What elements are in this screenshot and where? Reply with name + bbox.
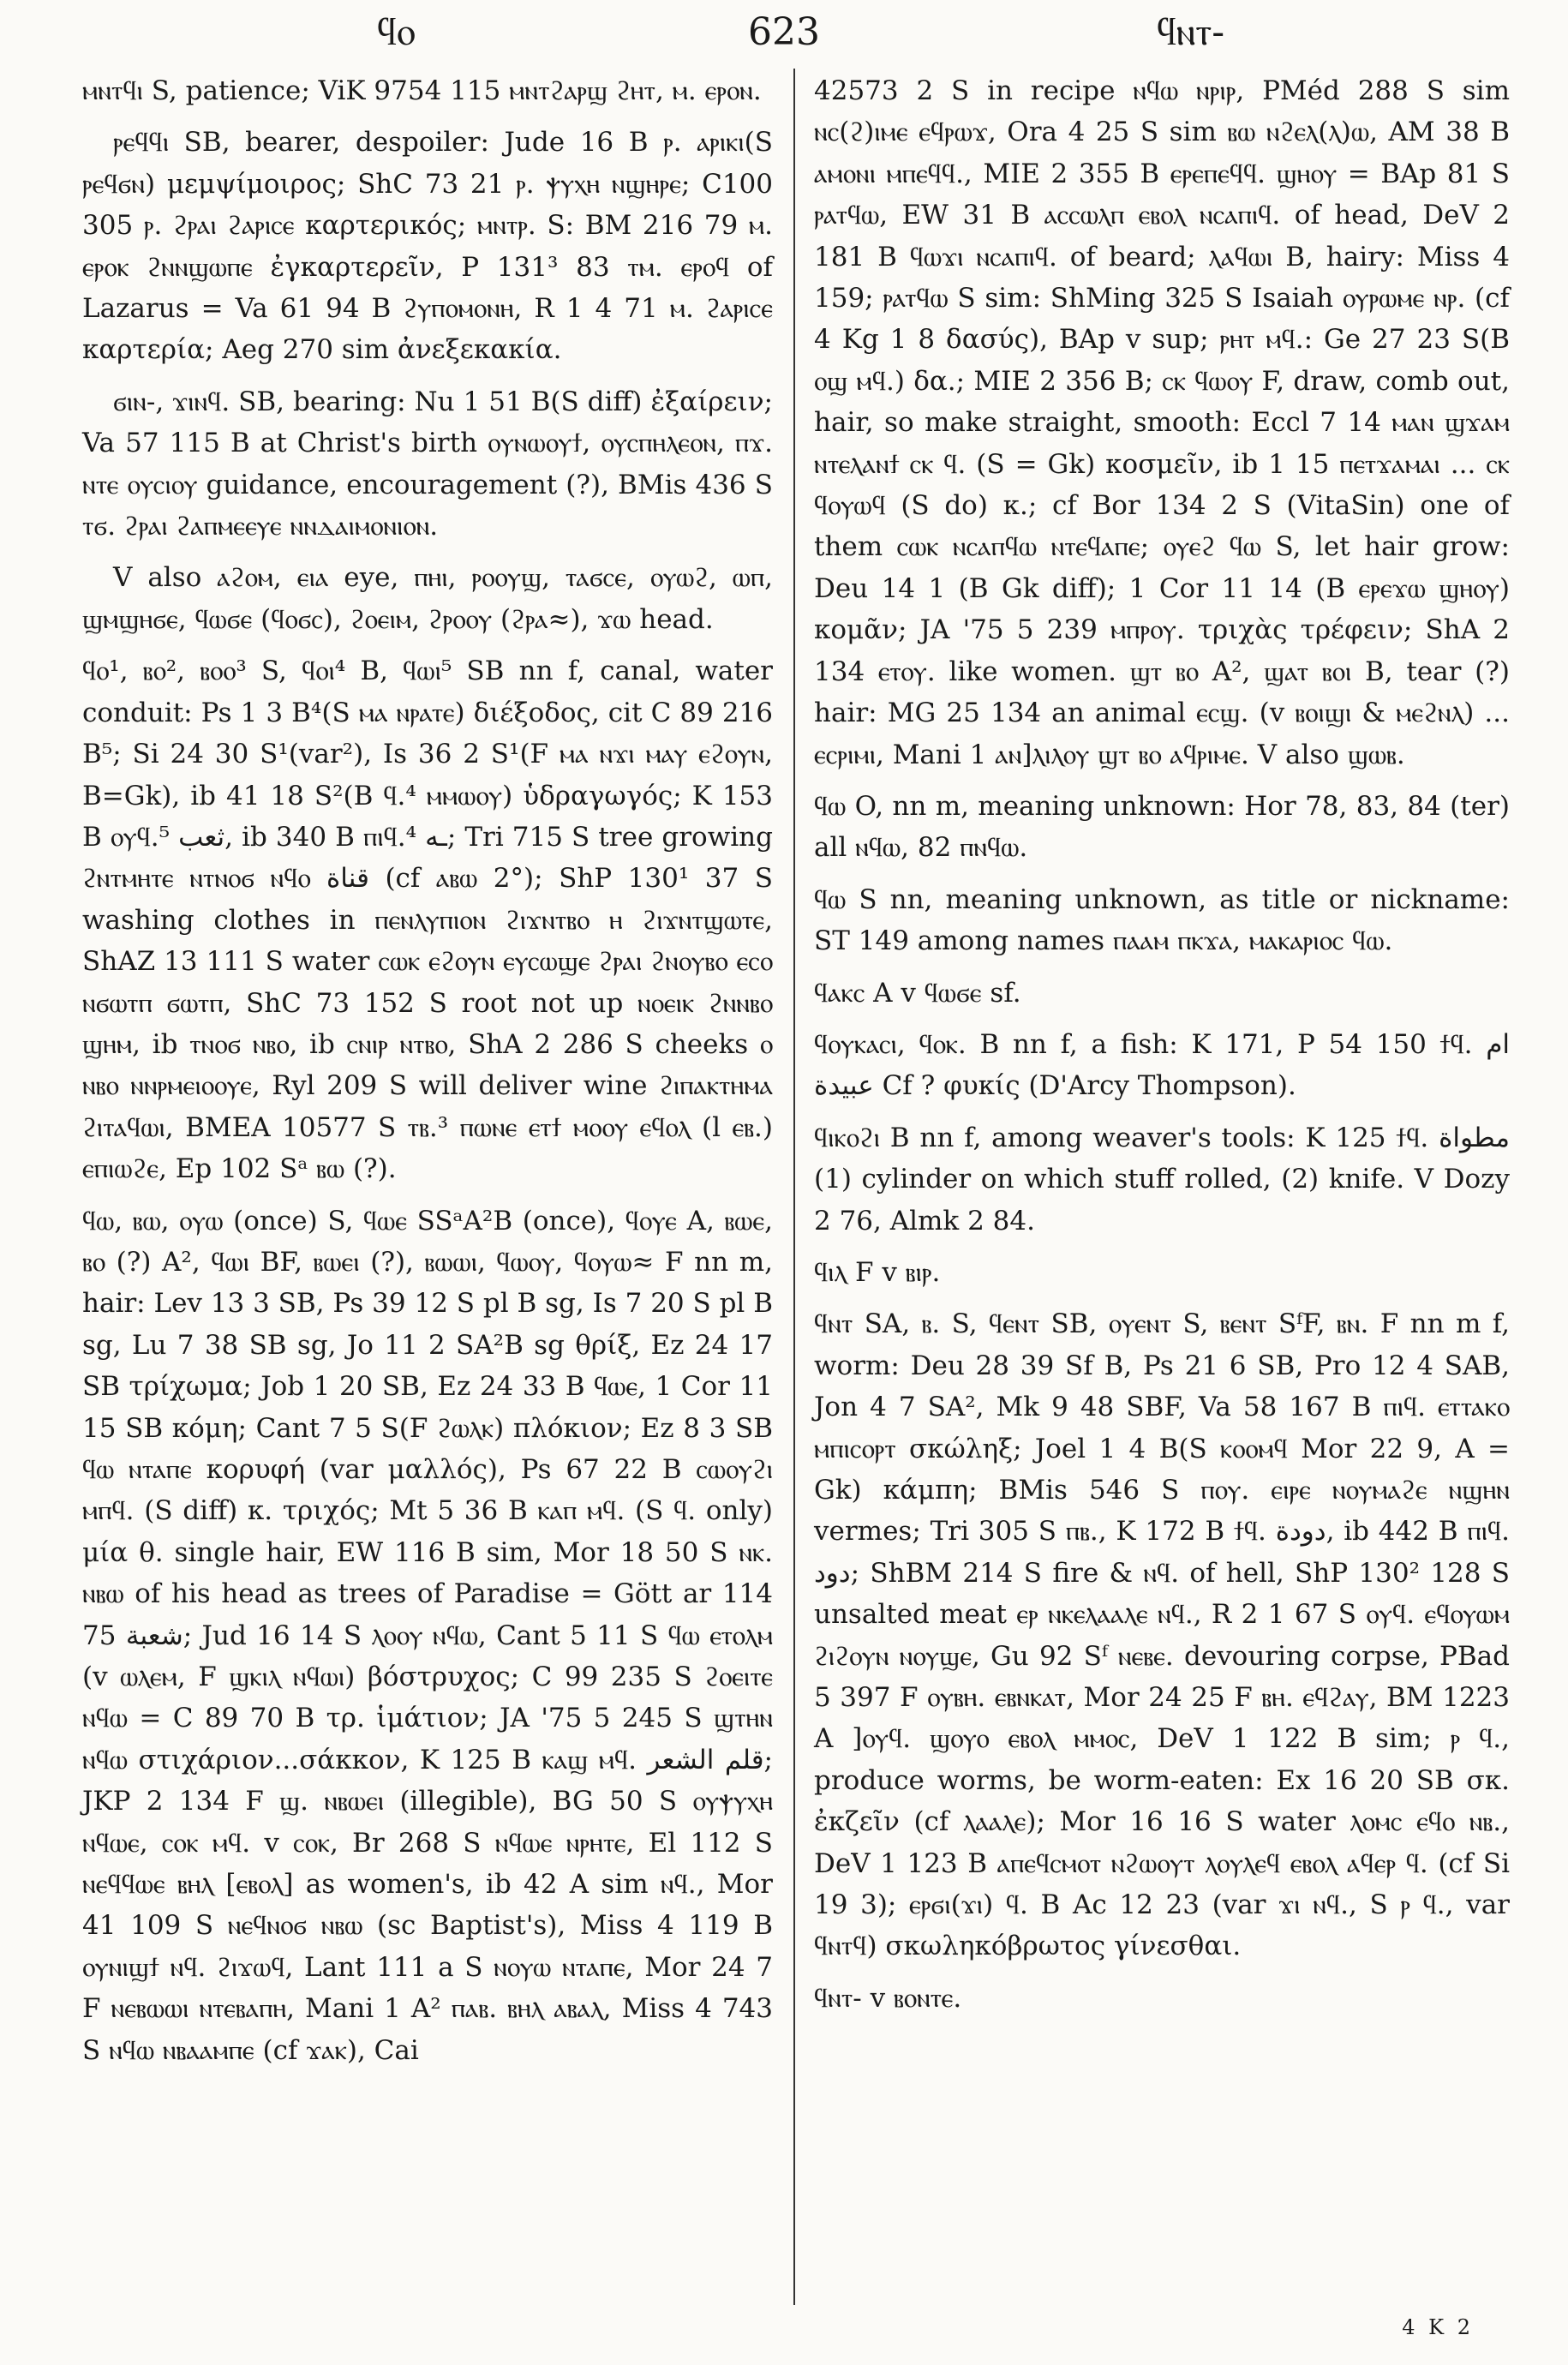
entry-left-4: ϥⲟ¹, ⲃⲟ², ⲃⲟⲟ³ S, ϥⲟⲓ⁴ B, ϥⲱⲓ⁵ SB nn f, canal, water conduit: Ps 1 3 B⁴(S ⲙⲁ ⲛⲣⲁⲧⲉ) διέξοδος, cit C 89 216 B⁵; Si 24 30 S¹(var²), Is 36 2 S¹(F ⲙⲁ ⲛϫⲓ ⲙⲁⲩ ⲉϩⲟⲩⲛ, B=Gk), ib 41 18 S²(B ϥ.⁴ ⲙⲙⲱⲟⲩ) ὑδραγωγός; K 153 B ⲟⲩϥ.⁵ ثعب, ib 340 B ⲡⲓϥ.⁴ ـه; Tri 715 S tree growing ϩⲛⲧⲙⲏⲧⲉ ⲛⲧⲛⲟϭ ⲛϥⲟ قناة (cf ⲁⲃⲱ 2°); ShP 130¹ 37 S washing clothes in ⲡⲉⲛⲗⲩⲡⲓⲟⲛ ϩⲓϫⲛⲧⲃⲟ ⲏ ϩⲓϫⲛⲧϣⲱⲧⲉ, ShAZ 13 111 S water ⲥⲱⲕ ⲉϩⲟⲩⲛ ⲉⲩⲥⲱϣⲉ ϩⲣⲁⲓ ϩⲛⲟⲩⲃⲟ ⲉⲥⲟ ⲛϭⲱⲧⲡ ϭⲱⲧⲡ, ShC 73 152 S root not up ⲛⲟⲉⲓⲕ ϩⲛⲛⲃⲟ ϣⲏⲙ, ib ⲧⲛⲟϭ ⲛⲃⲟ, ib ⲥⲛⲓⲣ ⲛⲧⲃⲟ, ShA 2 286 S cheeks ⲟ ⲛⲃⲟ ⲛⲛⲣⲙⲉⲓⲟⲟⲩⲉ, Ryl 209 S will deliver wine ϩⲓⲡⲁⲕⲧⲏⲙⲁ ϩⲓⲧⲁϥⲱⲓ, BMEA 10577 S ⲧⲃ.³ ⲡⲱⲛⲉ ⲉⲧϯ ⲙⲟⲟⲩ ⲉϥⲟⲗ (l ⲉⲃ.) ⲉⲡⲓⲱϩⲉ, Ep 102 Sᵃ ⲃⲱ (?). xyxy=(82,656,773,1185)
column-divider xyxy=(793,69,795,2305)
entry-left-3: V also ⲁϩⲟⲙ, ⲉⲓⲁ eye, ⲡⲏⲓ, ⲣⲟⲟⲩϣ, ⲧⲁϭⲥⲉ, ⲟⲩⲱϩ, ⲱⲡ, ϣⲙϣⲏϭⲉ, ϥⲱϭⲉ (ϥⲟϭⲥ), ϩⲟⲉⲓⲙ, ϩⲣⲟⲟⲩ (ϩⲣⲁ≈), ϫⲱ head. xyxy=(82,562,773,635)
right-column xyxy=(814,70,1510,2029)
entry-left-5: ϥⲱ, ⲃⲱ, ⲟⲩⲱ (once) S, ϥⲱⲉ SSᵃA²B (once), ϥⲟⲩⲉ A, ⲃⲱⲉ, ⲃⲟ (?) A², ϥⲱⲓ BF, ⲃⲱⲉⲓ (?), ⲃⲱⲱⲓ, ϥⲱⲟⲩ, ϥⲟⲩⲱ≈ F nn m, hair: Lev 13 3 SB, Ps 39 12 S pl B sg, Is 7 20 S pl B sg, Lu 7 38 SB sg, Jo 11 2 SA²B sg θρίξ, Ez 24 17 SB τρίχωμα; Job 1 20 SB, Ez 24 33 B ϥⲱⲉ, 1 Cor 11 15 SB κόμη; Cant 7 5 S(F ϩⲱⲗⲕ) πλόκιον; Ez 8 3 SB ϥⲱ ⲛⲧⲁⲡⲉ κορυφή (var μαλλός), Ps 67 22 B ⲥⲱⲟⲩϩⲓ ⲙⲡϥ. (S diff) κ. τριχός; Mt 5 36 B ⲕⲁⲡ ⲙϥ. (S ϥ. only) μία θ. single hair, EW 116 B sim, Mor 18 50 S ⲛⲕ. ⲛⲃⲱ of his head as trees of Paradise = Gött ar 114 75 شعبة; Jud 16 14 S ⲗⲟⲟⲩ ⲛϥⲱ, Cant 5 11 S ϥⲱ ⲉⲧⲟⲗⲙ (v ⲱⲗⲉⲙ, F ϣⲕⲓⲗ ⲛϥⲱⲓ) βόστρυχος; C 99 235 S ϩⲟⲉⲓⲧⲉ ⲛϥⲱ = C 89 70 B τρ. ἱμάτιον; JA '75 5 245 S ϣⲧⲏⲛ ⲛϥⲱ στιχάριον...σάκκον, K 125 B ⲕⲁϣ ⲙϥ. قلم الشعر; JKP 2 134 F ϣ. ⲛⲃⲱⲉⲓ (illegible), BG 50 S ⲟⲩⲯⲩⲭⲏ ⲛϥⲱⲉ, ⲥⲟⲕ ⲙϥ. v ⲥⲟⲕ, Br 268 S ⲛϥⲱⲉ ⲛⲣⲏⲧⲉ, El 112 S ⲛⲉϥϥⲱⲉ ⲃⲏⲗ [ⲉⲃⲟⲗ] as women's, ib 42 A sim ⲛϥ., Mor 41 109 S ⲛⲉϥⲛⲟϭ ⲛⲃⲱ (sc Baptist's), Miss 4 119 B ⲟⲩⲛⲓϣϯ ⲛϥ. ϩⲓϫⲱϥ, Lant 111 a S ⲛⲟⲩⲱ ⲛⲧⲁⲡⲉ, Mor 24 7 F ⲛⲉⲃⲱⲱⲓ ⲛⲧⲉⲃⲁⲡⲏ, Mani 1 A² ⲡⲁⲃ. ⲃⲏⲗ ⲁⲃⲁⲗ, Miss 4 743 S ⲛϥⲱ ⲛⲃⲁⲁⲙⲡⲉ (cf ϫⲁⲕ), Cai xyxy=(82,1205,773,2066)
entry-right-1: ϥⲱ O, nn m, meaning unknown: Hor 78, 83, 84 (ter) all ⲛϥⲱ, 82 ⲡⲛϥⲱ. xyxy=(814,790,1510,864)
entry-right-6: ϥⲓⲗ F v ⲃⲓⲣ. xyxy=(814,1256,941,1288)
running-head-right: ϥⲛⲧ- xyxy=(1157,10,1225,54)
entry-left-0: ⲙⲛⲧϥⲓ S, patience; ViK 9754 115 ⲙⲛⲧϩⲁⲣϣ ϩⲏⲧ, ⲙ. ⲉⲣⲟⲛ. xyxy=(82,75,762,106)
entry-right-5: ϥⲓⲕⲟϩⲓ B nn f, among weaver's tools: K 125 ϯϥ. مطواة (1) cylinder on which stuff rolled, (2) knife. V Dozy 2 76, Almk 2 84. xyxy=(814,1122,1510,1236)
entry-right-4: ϥⲟⲩⲕⲁⲥⲓ, ϥⲟⲕ. B nn f, a fish: K 171, P 54 150 ϯϥ. ام عبيدة Cf ? φυκίς (D'Arcy Thompson). xyxy=(814,1028,1510,1102)
entry-right-7: ϥⲛⲧ SA, ⲃ. S, ϥⲉⲛⲧ SB, ⲟⲩⲉⲛⲧ S, ⲃⲉⲛⲧ SᶠF, ⲃⲛ. F nn m f, worm: Deu 28 39 Sf B, Ps 21 6 SB, Pro 12 4 SAB, Jon 4 7 SA², Mk 9 48 SBF, Va 58 167 B ⲡⲓϥ. ⲉⲧⲧⲁⲕⲟ ⲙⲡⲓⲥⲟⲣⲧ σκώληξ; Joel 1 4 B(S ⲕⲟⲟⲙϥ Mor 22 9, A = Gk) κάμπη; BMis 546 S ⲡⲟⲩ. ⲉⲓⲣⲉ ⲛⲟⲩⲙⲁϩⲉ ⲛϣⲏⲛ vermes; Tri 305 S ⲡⲃ., K 172 B ϯϥ. دودة, ib 442 B ⲡⲓϥ. دود; ShBM 214 S fire & ⲛϥ. of hell, ShP 130² 128 S unsalted meat ⲉⲣ ⲛⲕⲉⲗⲁⲁⲗⲉ ⲛϥ., R 2 1 67 S ⲟⲩϥ. ⲉϥⲟⲩⲱⲙ ϩⲓϩⲟⲩⲛ ⲛⲟⲩϣⲉ, Gu 92 Sᶠ ⲛⲉⲃⲉ. devouring corpse, PBad 5 397 F ⲟⲩⲃⲏ. ⲉⲃⲛⲕⲁⲧ, Mor 24 25 F ⲃⲏ. ⲉϥϩⲁⲩ, BM 1223 A ]ⲟⲩϥ. ϣⲟⲩⲟ ⲉⲃⲟⲗ ⲙⲙⲟⲥ, DeV 1 122 B sim; ⲣ ϥ., produce worms, be worm-eaten: Ex 16 20 SB σκ. ἐκζεῖν (cf ⲗⲁⲁⲗⲉ); Mor 16 16 S water ⲗⲟⲙⲥ ⲉϥⲟ ⲛⲃ., DeV 1 123 B ⲁⲡⲉϥⲥⲙⲟⲧ ⲛϩⲱⲟⲩⲧ ⲗⲟⲩⲗⲉϥ ⲉⲃⲟⲗ ⲁϥⲉⲣ ϥ. (cf Si 19 3); ⲉⲣϭⲓ(ϫⲓ) ϥ. B Ac 12 23 (var ϫⲓ ⲛϥ., S ⲣ ϥ., var ϥⲛⲧϥ) σκωληκόβρωτος γίνεσθαι. xyxy=(814,1308,1510,1962)
printer-signature: 4 K 2 xyxy=(1402,2315,1474,2339)
entry-right-8: ϥⲛⲧ- v ⲃⲟⲛⲧⲉ. xyxy=(814,1982,962,2014)
page-header xyxy=(0,0,1568,60)
running-head-left: ϥⲟ xyxy=(377,10,416,54)
entry-left-2: ϭⲓⲛ-, ϫⲓⲛϥ. SB, bearing: Nu 1 51 B(S diff) ἐξαίρειν; Va 57 115 B at Christ's birth ⲟⲩⲛⲱⲟⲩϯ, ⲟⲩⲥⲡⲏⲗⲉⲟⲛ, ⲡϫ. ⲛⲧⲉ ⲟⲩⲥⲓⲟⲩ guidance, encouragement (?), BMis 436 S ⲧϭ. ϩⲣⲁⲓ ϩⲁⲡⲙⲉⲉⲩⲉ ⲛⲛⲇⲁⲓⲙⲟⲛⲓⲟⲛ. xyxy=(82,386,773,542)
entry-left-1: ⲣⲉϥϥⲓ SB, bearer, despoiler: Jude 16 B ⲣ. ⲁⲣⲓⲕⲓ(S ⲣⲉϥϭⲛ) μεμψίμοιρος; ShC 73 21 ⲣ. ⲯⲩⲭⲏ ⲛϣⲏⲣⲉ; C100 305 ⲣ. ϩⲣⲁⲓ ϩⲁⲣⲓⲥⲉ καρτερικός; ⲙⲛⲧⲣ. S: BM 216 79 ⲙ. ⲉⲣⲟⲕ ϩⲛⲛϣⲱⲡⲉ ἐγκαρτερεῖν, P 131³ 83 ⲧⲙ. ⲉⲣⲟϥ of Lazarus = Va 61 94 B ϩⲩⲡⲟⲙⲟⲛⲏ, R 1 4 71 ⲙ. ϩⲁⲣⲓⲥⲉ καρτερία; Aeg 270 sim ἀνεξεκακία. xyxy=(82,127,773,366)
entry-right-3: ϥⲁⲕⲥ A v ϥⲱϭⲉ sf. xyxy=(814,977,1021,1009)
entry-right-0: 42573 2 S in recipe ⲛϥⲱ ⲛⲣⲓⲣ, PMéd 288 S sim ⲛⲥ(ϩ)ⲓⲙⲉ ⲉϥⲣⲱϫ, Ora 4 25 S sim ⲃⲱ ⲛϩⲉⲗ(ⲗ)ⲱ, AM 38 B ⲁⲙⲟⲛⲓ ⲙⲡⲉϥϥ., MIE 2 355 B ⲉⲣⲉⲡⲉϥϥ. ϣⲏⲟⲩ = BAp 81 S ⲣⲁⲧϥⲱ, EW 31 B ⲁⲥⲥⲱⲗⲡ ⲉⲃⲟⲗ ⲛⲥⲁⲡⲓϥ. of head, DeV 2 181 B ϥⲱϫⲓ ⲛⲥⲁⲡⲓϥ. of beard; ⲗⲁϥⲱⲓ B, hairy: Miss 4 159; ⲣⲁⲧϥⲱ S sim: ShMing 325 S Isaiah ⲟⲩⲣⲱⲙⲉ ⲛⲣ. (cf 4 Kg 1 8 δασύς), BAp v sup; ⲣⲏⲧ ⲙϥ.: Ge 27 23 S(B ⲟϣ ⲙϥ.) δα.; MIE 2 356 B; ⲥⲕ ϥⲱⲟⲩ F, draw, comb out, hair, so make straight, smooth: Eccl 7 14 ⲙⲁⲛ ϣϫⲁⲙ ⲛⲧⲉⲗⲁⲛϯ ⲥⲕ ϥ. (S = Gk) κοσμεῖν, ib 1 15 ⲡⲉⲧϫⲁⲙⲁⲓ ... ⲥⲕ ϥⲟⲩⲱϥ (S do) κ.; cf Bor 134 2 S (VitaSin) one of them ⲥⲱⲕ ⲛⲥⲁⲡϥⲱ ⲛⲧⲉϥⲁⲡⲉ; ⲟⲩⲉϩ ϥⲱ S, let hair grow: Deu 14 1 (B Gk diff); 1 Cor 11 14 (B ⲉⲣⲉϫⲱ ϣⲏⲟⲩ) κομᾶν; JA '75 5 239 ⲙⲡⲣⲟⲩ. τριχὰς τρέφειν; ShA 2 134 ⲉⲧⲟⲩ. like women. ϣⲧ ⲃⲟ A², ϣⲁⲧ ⲃⲟⲓ B, tear (?) hair: MG 25 134 an animal ⲉⲥϣ. (v ⲃⲟⲓϣⲓ & ⲙⲉϩⲛⲗ) ... ⲉⲥⲣⲓⲙⲓ, Mani 1 ⲁⲛ]ⲗⲓⲗⲟⲩ ϣⲧ ⲃⲟ ⲁϥⲣⲓⲙⲉ. V also ϣⲱⲃ. xyxy=(814,75,1510,770)
entry-right-2: ϥⲱ S nn, meaning unknown, as title or nickname: ST 149 among names ⲡⲁⲁⲙ ⲡⲕϫⲁ, ⲙⲁⲕⲁⲣⲓⲟⲥ ϥⲱ. xyxy=(814,883,1510,957)
left-column xyxy=(82,70,773,2081)
page-number: 623 xyxy=(748,10,820,54)
